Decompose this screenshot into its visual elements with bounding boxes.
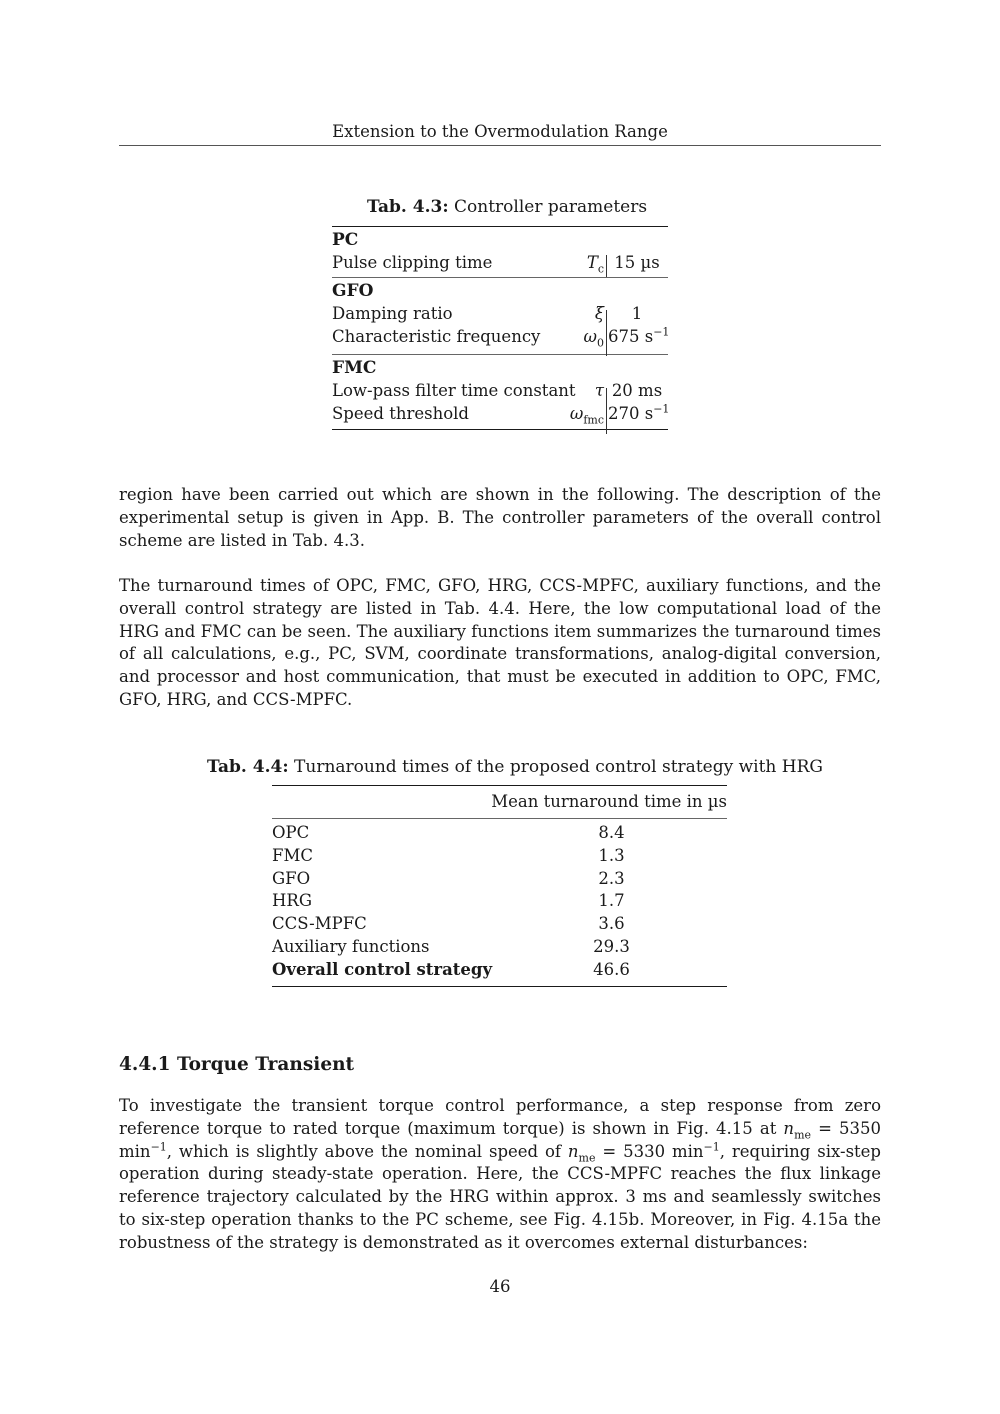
row-value: 8.4 xyxy=(598,823,625,842)
table-row xyxy=(272,913,727,936)
column-header: Mean turnaround time in µs xyxy=(491,792,727,811)
table-row xyxy=(332,379,668,402)
row-label: FMC xyxy=(272,845,313,865)
table-4-4-caption-label: Tab. 4.4: xyxy=(207,757,289,777)
row-value: 3.6 xyxy=(598,914,625,934)
body-paragraph: To investigate the transient torque control performance, a step response from zero reference torque to rated torque (maximum torque) is shown in Fig. 4.15 at $n_{me} = 5350$ $\min^{-1}$, which is slightly above the nominal speed of $n_{me} = 5330$ $\min^{-1}$, requiring six-step operation during steady-state operation. Here, the CCS-MPFC reaches the flux linkage reference trajectory calculated by the HRG within approx. 3 ms and seamlessly switches to six-step operation thanks to the PC scheme, see Fig. 4.15b. Moreover, in Fig. 4.15a the robustness of the strategy is demonstrated as it overcomes external disturbances: xyxy=(119,1096,882,1252)
table-4-4-caption-text: Turnaround times of the proposed control strategy with HRG xyxy=(294,757,823,777)
row-value: 1.3 xyxy=(598,845,625,865)
table-row xyxy=(272,936,727,959)
row-label: OPC xyxy=(272,823,310,842)
row-value: 1.7 xyxy=(598,891,625,911)
param-name: Pulse clipping time xyxy=(332,253,493,272)
header-rule xyxy=(119,145,881,146)
page-number: 46 xyxy=(489,1277,511,1296)
table-row xyxy=(332,402,668,425)
section-heading: 4.4.1 Torque Transient xyxy=(119,1054,355,1075)
running-header: Extension to the Overmodulation Range xyxy=(332,122,668,141)
param-value: 1 xyxy=(631,304,643,323)
column-separator xyxy=(606,255,607,277)
table-row xyxy=(272,890,727,913)
table-row xyxy=(272,868,727,891)
table-4-4 xyxy=(272,785,727,987)
table-4-3-caption xyxy=(367,196,647,218)
row-value: 46.6 xyxy=(593,959,630,979)
param-value: 15 µs xyxy=(614,253,660,272)
row-label: CCS-MPFC xyxy=(272,914,367,934)
param-symbol: τ xyxy=(594,381,604,400)
param-name: Damping ratio xyxy=(332,304,453,323)
column-separator xyxy=(606,388,607,434)
table-4-4-caption xyxy=(207,756,823,778)
table-4-3-caption-text: Controller parameters xyxy=(454,197,648,217)
table-row xyxy=(272,822,727,845)
row-label: Overall control strategy xyxy=(272,959,493,979)
param-value: 675 $s^{-1}$ xyxy=(608,325,670,346)
table-row-total xyxy=(272,959,727,982)
param-symbol: ξ xyxy=(594,304,604,323)
param-symbol: $T_c$ xyxy=(586,253,604,276)
row-label: GFO xyxy=(272,868,311,888)
row-value: 2.3 xyxy=(598,868,625,888)
body-paragraph: region have been carried out which are shown in the following. The description of the experimental setup is given in App. B. The controller parameters of the overall control scheme are listed in Tab. 4.3. xyxy=(119,485,881,550)
table-bottom-rule xyxy=(332,429,668,430)
param-name: Low-pass filter time constant xyxy=(332,381,576,400)
row-label: Auxiliary functions xyxy=(272,936,430,956)
row-label: HRG xyxy=(272,891,312,911)
table-bottom-rule xyxy=(272,986,727,987)
table-row xyxy=(332,325,668,348)
table-4-3-caption-label: Tab. 4.3: xyxy=(367,197,449,217)
column-separator xyxy=(606,310,607,356)
table-header-row xyxy=(272,786,727,818)
table-row xyxy=(332,251,668,274)
param-symbol: $\omega_{fmc}$ xyxy=(569,404,604,427)
param-name: Characteristic frequency xyxy=(332,327,541,346)
table-section-title: PC xyxy=(332,230,359,250)
table-section-title: FMC xyxy=(332,358,377,378)
param-symbol: $\omega_0$ xyxy=(583,327,604,350)
table-row xyxy=(332,302,668,325)
table-row xyxy=(272,845,727,868)
header-rule xyxy=(272,818,727,819)
param-value: 20 ms xyxy=(611,381,663,400)
body-paragraph: The turnaround times of OPC, FMC, GFO, HRG, CCS-MPFC, auxiliary functions, and the overall control strategy are listed in Tab. 4.4. Here, the low computational load of the HRG and FMC can be seen. The auxiliary functions item summarizes the turnaround times of all calculations, e.g., PC, SVM, coordinate transformations, analog-digital conversion, and processor and host communication, that must be executed in addition to OPC, FMC, GFO, HRG, and CCS-MPFC. xyxy=(119,576,881,709)
table-section-title: GFO xyxy=(332,281,374,301)
param-value: 270 $s^{-1}$ xyxy=(608,402,670,423)
row-value: 29.3 xyxy=(593,936,630,956)
table-4-3 xyxy=(332,226,668,430)
param-name: Speed threshold xyxy=(332,404,469,423)
document-page xyxy=(119,0,881,1414)
